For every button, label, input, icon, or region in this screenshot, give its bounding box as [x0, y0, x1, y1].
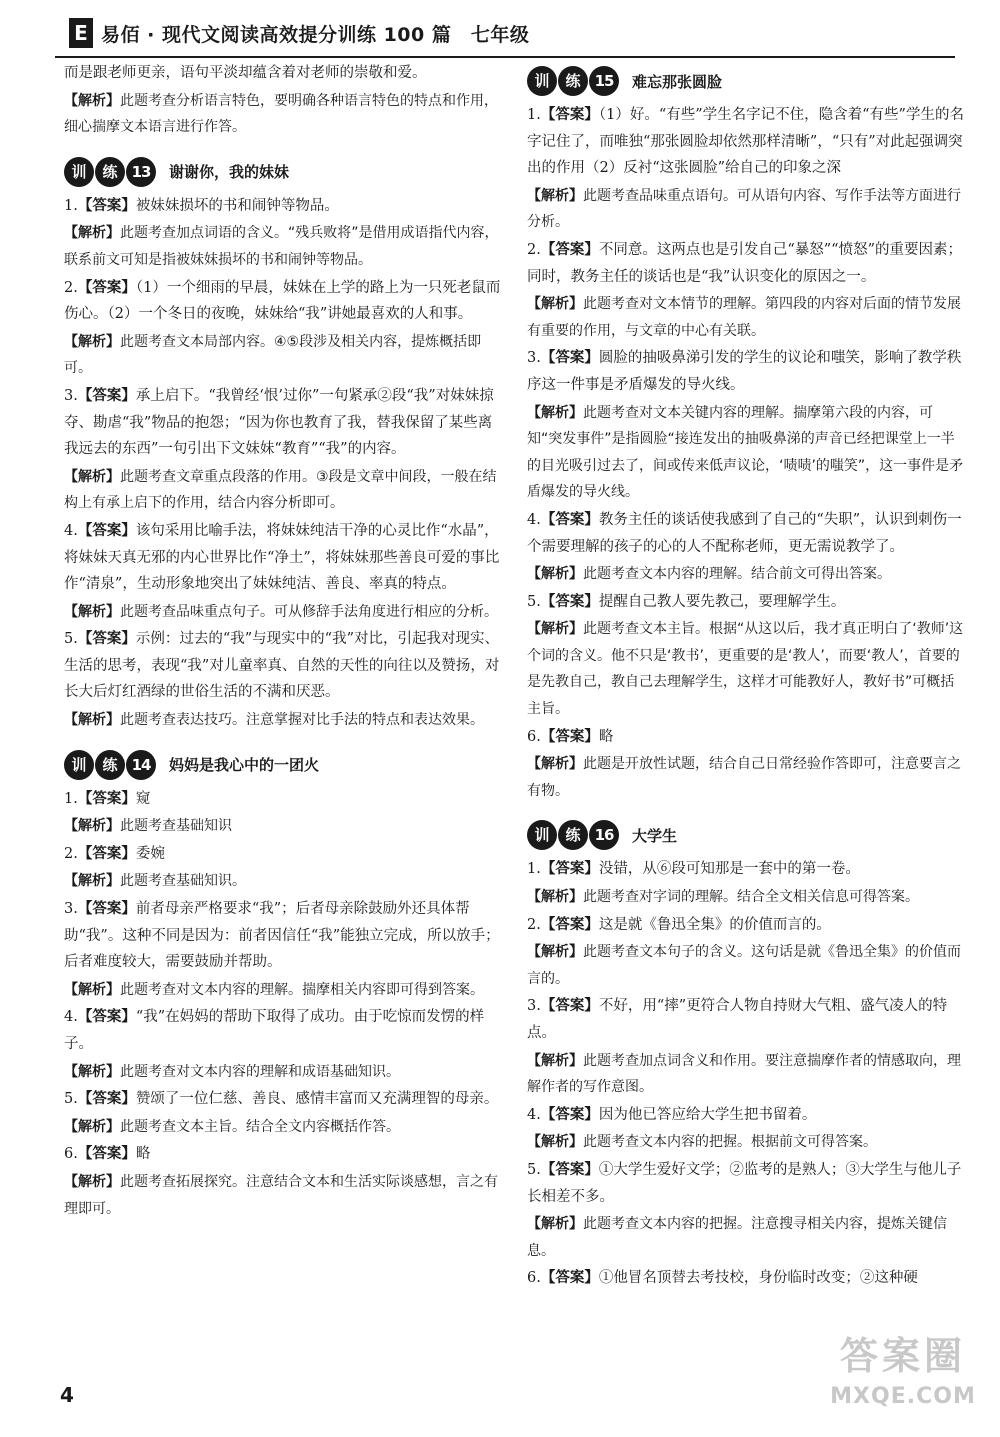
left-column: [64, 60, 504, 1223]
badge-practice: 练: [95, 157, 125, 187]
badge-number: 13: [126, 157, 156, 187]
badge-practice: 练: [95, 750, 125, 780]
s16-q2-answer: 2.【答案】这是就《鲁迅全集》的价值而言的。: [527, 916, 831, 933]
s13-q5-analysis: 【解析】此题考查表达技巧。注意掌握对比手法的特点和表达效果。: [64, 712, 484, 729]
s15-q4-analysis: 【解析】此题考查文本内容的理解。结合前文可得出答案。: [527, 566, 891, 583]
section-15-heading: [527, 62, 967, 100]
s15-q3-analysis: 【解析】此题考查对文本关键内容的理解。揣摩第六段的内容，可知“突发事件”是指圆脸“接连发出的抽吸鼻涕的声音已经把课堂上一半的目光吸引过去了，间或传来低声议论，‘啧啧’的嗤笑”，这一事件是矛盾爆发的导火线。: [527, 404, 964, 501]
s14-q6-analysis: 【解析】此题考查拓展探究。注意结合文本和生活实际谈感想，言之有理即可。: [64, 1173, 498, 1217]
section-title: 谢谢你，我的妹妹: [169, 163, 290, 182]
section-title: 大学生: [632, 826, 678, 845]
s15-q1-answer: 1.【答案】（1）好。“有些”学生名字记不住，隐含着“有些”学生的名字记住了，而唯独“那张圆脸却依然那样清晰”，“只有”对此起强调突出的作用（2）反衬“这张圆脸”给自己的印象之深: [527, 107, 964, 177]
s14-q6-answer: 6.【答案】略: [64, 1146, 151, 1163]
s16-q1-analysis: 【解析】此题考查对字词的理解。结合全文相关信息可得答案。: [527, 889, 919, 906]
s16-q2-analysis: 【解析】此题考查文本句子的含义。这句话是就《鲁迅全集》的价值而言的。: [527, 944, 961, 987]
s13-q2-analysis: 【解析】此题考查文本局部内容。④⑤段涉及相关内容，提炼概括即可。: [64, 333, 482, 377]
section-16-heading: [527, 816, 967, 854]
badge-practice: 练: [558, 820, 588, 850]
s15-q5-answer: 5.【答案】提醒自己教人要先教己，要理解学生。: [527, 593, 846, 610]
s13-q2-answer: 2.【答案】（1）一个细雨的早晨，妹妹在上学的路上为一只死老鼠而伤心。（2）一个冬日的夜晚，妹妹给“我”讲她最喜欢的人和事。: [64, 279, 501, 323]
s13-q3-analysis: 【解析】此题考查文章重点段落的作用。③段是文章中间段，一般在结构上有承上启下的作用，结合内容分析即可。: [64, 468, 497, 512]
s14-q5-answer: 5.【答案】赞颂了一位仁慈、善良、感情丰富而又充满理智的母亲。: [64, 1091, 499, 1108]
s15-q3-answer: 3.【答案】圆脸的抽吸鼻涕引发的学生的议论和嗤笑，影响了教学秩序这一件事是矛盾爆发的导火线。: [527, 350, 962, 393]
s14-q4-answer: 4.【答案】“我”在妈妈的帮助下取得了成功。由于吃惊而发愣的样子。: [64, 1009, 485, 1052]
s13-q3-answer: 3.【答案】承上启下。“我曾经‘恨’过你”一句紧承②段“我”对妹妹掠夺、勘虐“我”物品的抱怨；“因为你也教育了我，替我保留了某些离我远去的东西”一句引出下文妹妹“教育”“我”的内容。: [64, 387, 494, 458]
s15-q2-answer: 2.【答案】不同意。这两点也是引发自己“暴怒”“愤怒”的重要因素；同时，教务主任的谈话也是“我”认识变化的原因之一。: [527, 241, 962, 285]
page-number: 4: [60, 1383, 74, 1407]
badge-train: 训: [527, 820, 557, 850]
s16-q6-answer: 6.【答案】①他冒名顶替去考技校，身份临时改变；②这种硬: [527, 1270, 918, 1287]
s15-q2-analysis: 【解析】此题考查对文本情节的理解。第四段的内容对后面的情节发展有重要的作用，与文章的中心有关联。: [527, 296, 961, 339]
s13-q4-analysis: 【解析】此题考查品味重点句子。可从修辞手法角度进行相应的分析。: [64, 603, 498, 620]
s13-q1-analysis: 【解析】此题考查加点词语的含义。“残兵败将”是借用成语指代内容，联系前文可知是指被妹妹损坏的书和闹钟等物品。: [64, 225, 499, 268]
s15-q1-analysis: 【解析】此题考查品味重点语句。可从语句内容、写作手法等方面进行分析。: [527, 187, 961, 231]
site-watermark: [818, 1330, 988, 1425]
section-14-heading: [64, 746, 504, 784]
badge-practice: 练: [558, 66, 588, 96]
intro-analysis: 【解析】此题考查分析语言特色，要明确各种语言特色的特点和作用，细心揣摩文本语言进行作答。: [64, 92, 498, 136]
badge-number: 14: [126, 750, 156, 780]
watermark-logo-text: 答案圈: [839, 1334, 966, 1378]
badge-number: 16: [589, 820, 619, 850]
publisher-logo: E: [69, 18, 93, 48]
s16-q5-analysis: 【解析】此题考查文本内容的把握。注意搜寻相关内容，提炼关键信息。: [527, 1216, 947, 1259]
s16-q3-answer: 3.【答案】不好，用“摔”更符合人物自持财大气粗、盛气凌人的特点。: [527, 998, 948, 1041]
s14-q2-analysis: 【解析】此题考查基础知识。: [64, 873, 246, 890]
s14-q3-analysis: 【解析】此题考查对文本内容的理解。揣摩相关内容即可得到答案。: [64, 981, 484, 998]
section-title: 难忘那张圆脸: [632, 72, 723, 91]
s15-q6-answer: 6.【答案】略: [527, 728, 614, 745]
s15-q5-analysis: 【解析】此题考查文本主旨。根据“从这以后，我才真正明白了‘教师’这个词的含义。他不只是‘教书’，更重要的是‘教人’，而要‘教人’，首要的是先教自己，教自己去理解学生，这样才可能教好人，教好书”可概括主旨。: [527, 621, 964, 718]
badge-train: 训: [64, 157, 94, 187]
badge-train: 训: [64, 750, 94, 780]
s14-q1-analysis: 【解析】此题考查基础知识: [64, 818, 232, 835]
s13-q4-answer: 4.【答案】该句采用比喻手法，将妹妹纯洁干净的心灵比作“水晶”，将妹妹天真无邪的内心世界比作“净土”，将妹妹那些善良可爱的事比作“清泉”，生动形象地突出了妹妹纯洁、善良、率真的特点。: [64, 522, 500, 593]
s15-q4-answer: 4.【答案】教务主任的谈话使我感到了自己的“失职”，认识到刺伤一个需要理解的孩子的心的人不配称老师，更无需说教学了。: [527, 511, 962, 555]
intro-answer-tail: 而是跟老师更亲，语句平淡却蕴含着对老师的崇敬和爱。: [64, 65, 427, 81]
book-title: 易佰 · 现代文阅读高效提分训练 100 篇 七年级: [101, 24, 530, 46]
s14-q4-analysis: 【解析】此题考查对文本内容的理解和成语基础知识。: [64, 1063, 400, 1080]
s14-q3-answer: 3.【答案】前者母亲严格要求“我”；后者母亲除鼓励外还具体帮助“我”。这种不同是因为：前者因信任“我”能独立完成，所以放手；后者难度较大，需要鼓励并帮助。: [64, 901, 500, 971]
s16-q1-answer: 1.【答案】没错，从⑥段可知那是一套中的第一卷。: [527, 861, 860, 878]
watermark-url: MXQE.COM: [830, 1384, 976, 1409]
right-column: [527, 60, 967, 1293]
page-header: [55, 16, 955, 58]
s14-q2-answer: 2.【答案】委婉: [64, 845, 165, 862]
s16-q5-answer: 5.【答案】①大学生爱好文学；②监考的是熟人；③大学生与他儿子长相差不多。: [527, 1161, 962, 1205]
s14-q1-answer: 1.【答案】窥: [64, 790, 151, 807]
s16-q3-analysis: 【解析】此题考查加点词含义和作用。要注意揣摩作者的情感取向，理解作者的写作意图。: [527, 1052, 961, 1096]
badge-train: 训: [527, 66, 557, 96]
s16-q4-analysis: 【解析】此题考查文本内容的把握。根据前文可得答案。: [527, 1134, 877, 1151]
s16-q4-answer: 4.【答案】因为他已答应给大学生把书留着。: [527, 1106, 817, 1123]
badge-number: 15: [589, 66, 619, 96]
s14-q5-analysis: 【解析】此题考查文本主旨。结合全文内容概括作答。: [64, 1118, 400, 1135]
section-13-heading: [64, 153, 504, 191]
s13-q1-answer: 1.【答案】被妹妹损坏的书和闹钟等物品。: [64, 197, 339, 214]
s13-q5-answer: 5.【答案】示例：过去的“我”与现实中的“我”对比，引起我对现实、生活的思考，表现“我”对儿童率真、自然的天性的向往以及赞扬，对长大后灯红酒绿的世俗生活的不满和厌恶。: [64, 631, 500, 701]
section-title: 妈妈是我心中的一团火: [169, 756, 320, 775]
s15-q6-analysis: 【解析】此题是开放性试题，结合自己日常经验作答即可，注意要言之有物。: [527, 756, 961, 799]
